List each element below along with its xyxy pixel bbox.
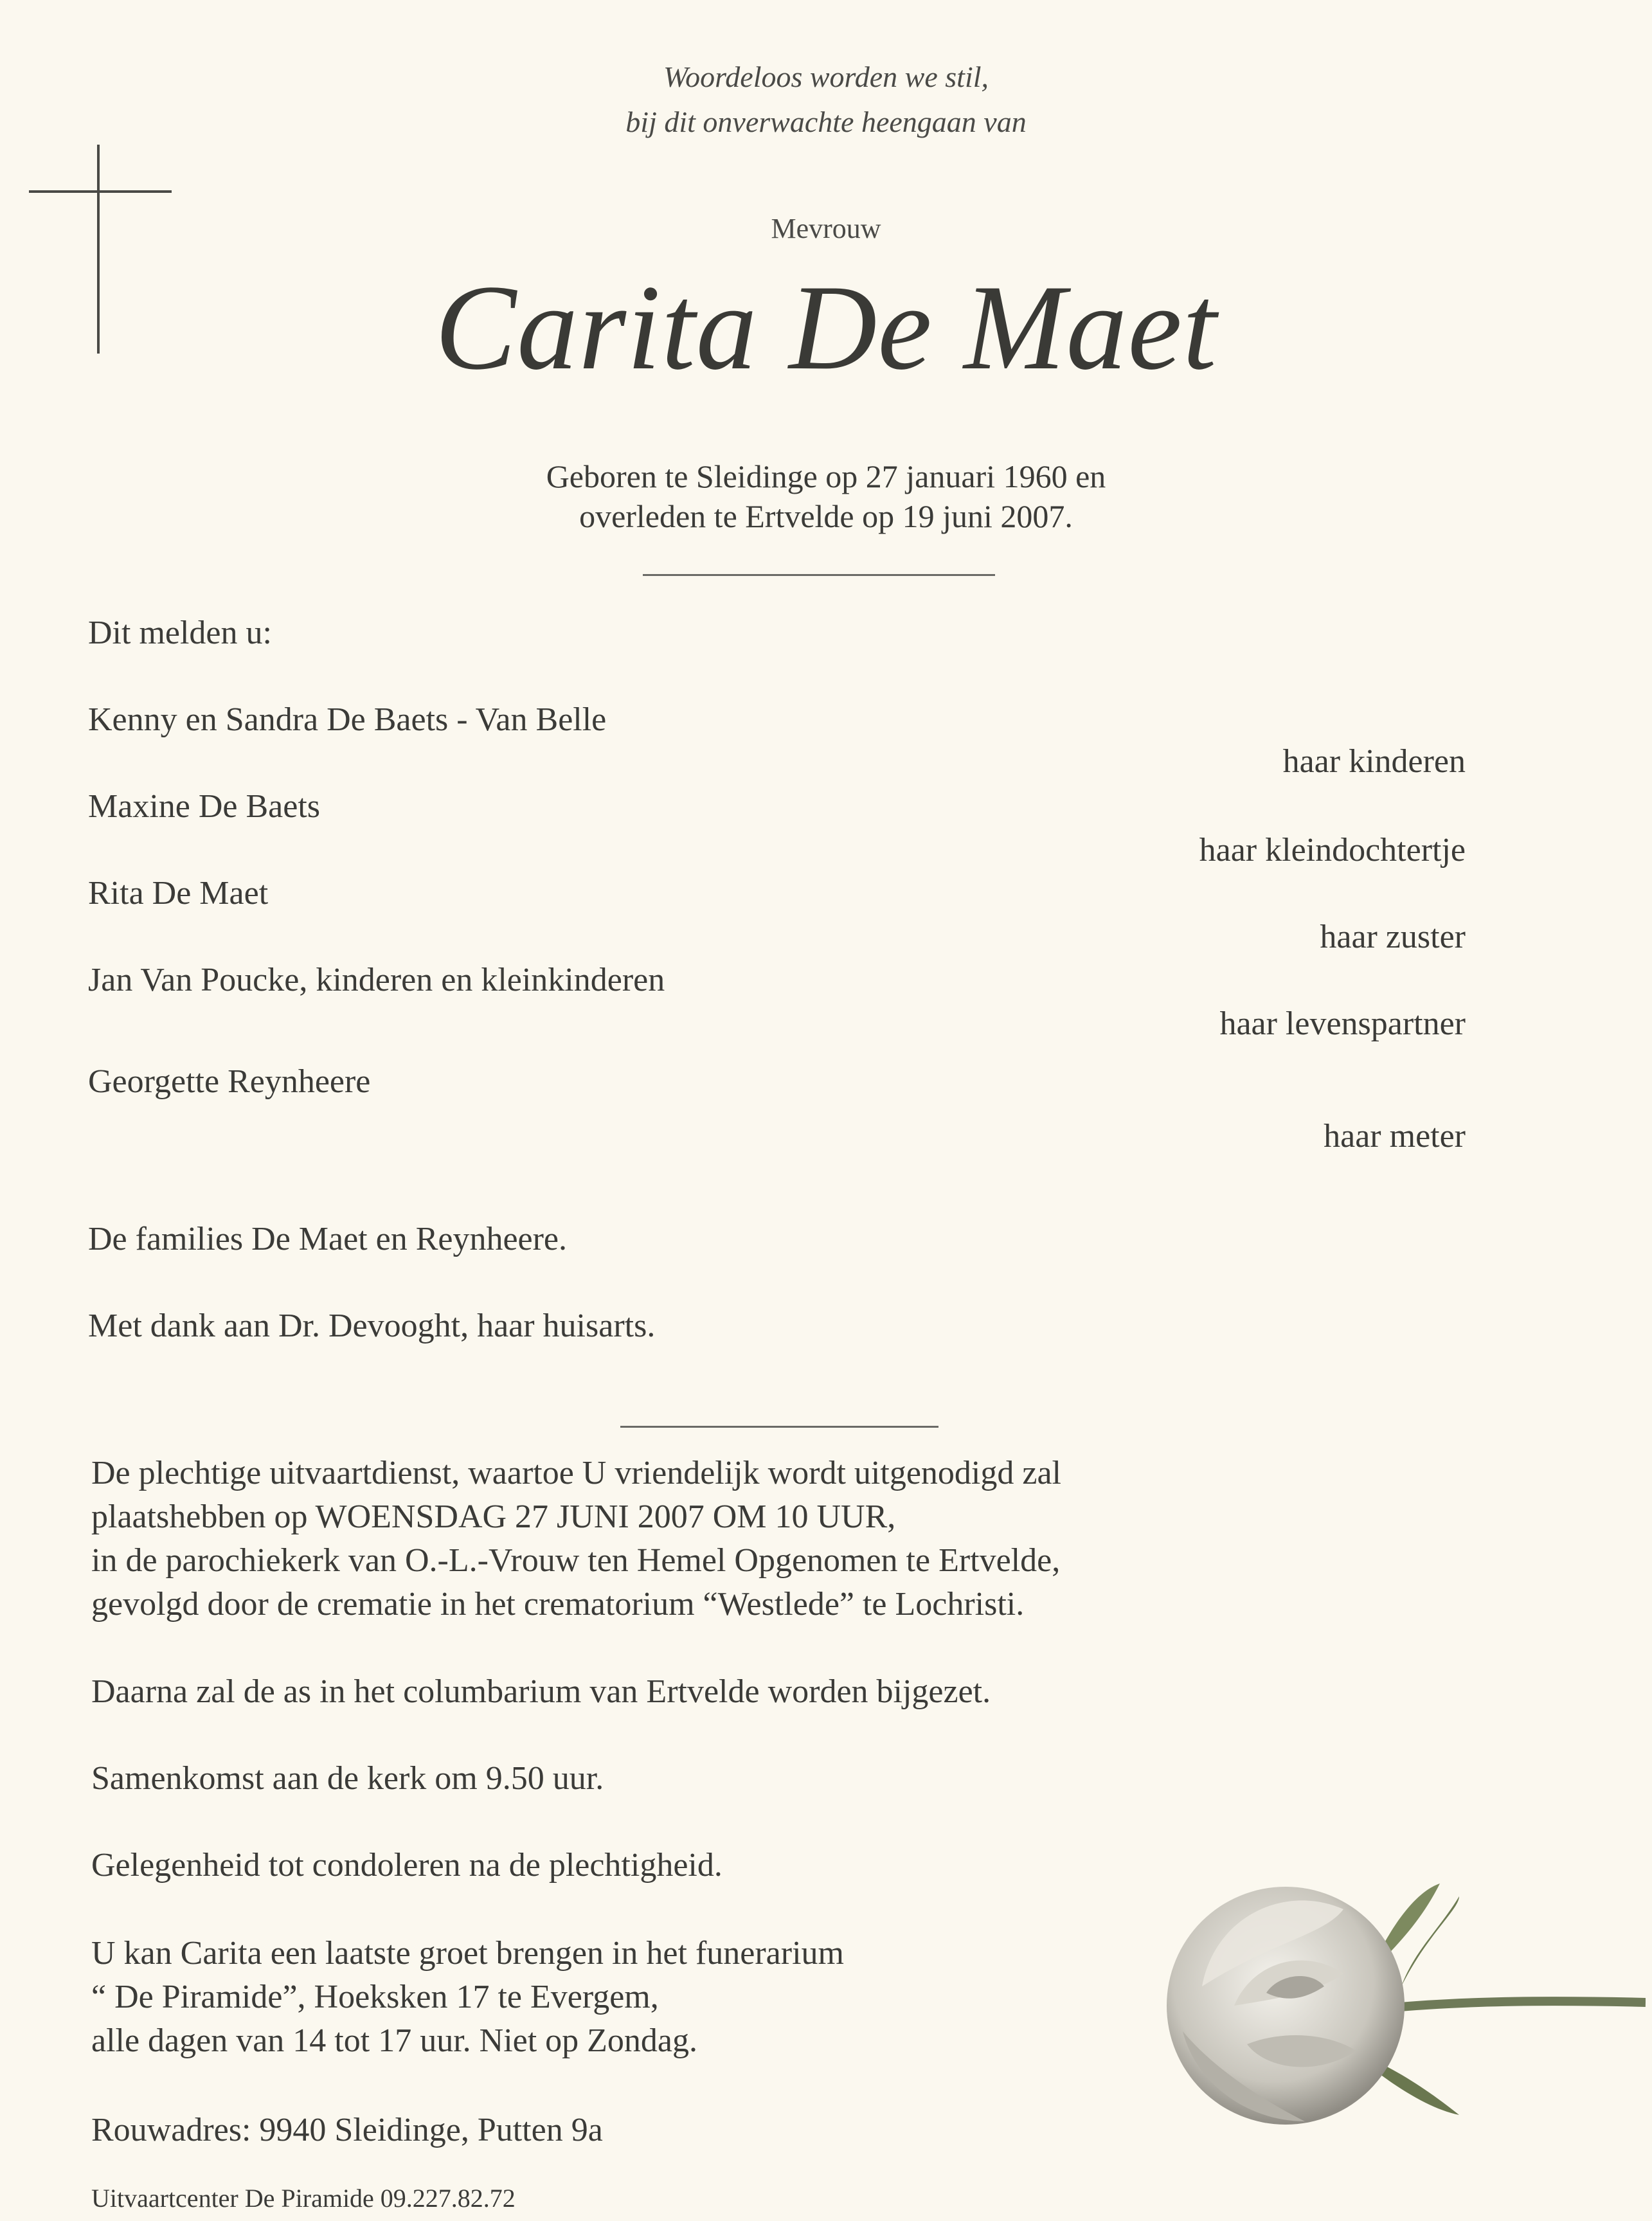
visit-line-3: alle dagen van 14 tot 17 uur. Niet op Zondag. [91,2022,698,2059]
thanks-text: Met dank aan Dr. Devooght, haar huisarts. [88,1308,656,1344]
visit-line-1: U kan Carita een laatste groet brengen in het funerarium [91,1935,844,1972]
intro-line-1: Woordeloos worden we stil, [663,60,989,93]
footer-text: Uitvaartcenter De Piramide 09.227.82.72 [91,2184,516,2213]
relative-relation: haar kleindochtertje [1199,832,1466,868]
relative-relation: haar meter [1324,1118,1466,1155]
families-text: De families De Maet en Reynheere. [88,1221,568,1257]
relative-name: Rita De Maet [88,875,269,912]
cross-horizontal-bar [29,190,172,193]
visit-line-2: “ De Piramide”, Hoeksken 17 te Evergem, [91,1979,659,2015]
announce-text: Dit melden u: [88,615,272,651]
title: Mevrouw [771,213,881,244]
birth-line-1: Geboren te Sleidinge op 27 januari 1960 en [546,458,1106,494]
rose-image [1157,1839,1646,2147]
divider-2 [620,1426,938,1428]
gathering-text: Samenkomst aan de kerk om 9.50 uur. [91,1760,604,1797]
relative-name: Georgette Reynheere [88,1063,371,1100]
relative-relation: haar zuster [1320,919,1466,955]
relative-name: Jan Van Poucke, kinderen en kleinkinderen [88,962,665,998]
relative-name: Maxine De Baets [88,788,321,825]
relative-relation: haar kinderen [1282,743,1466,780]
intro-line-2: bij dit onverwachte heengaan van [625,105,1027,138]
service-line-1: De plechtige uitvaartdienst, waartoe U vriendelijk wordt uitgenodigd zal [91,1455,1061,1491]
service-line-2-prefix: plaatshebben op [91,1498,316,1535]
condolences-text: Gelegenheid tot condoleren na de plechtigheid. [91,1847,723,1884]
service-line-4: gevolgd door de crematie in het crematorium “Westlede” te Lochristi. [91,1586,1025,1623]
service-line-3: in de parochiekerk van O.-L.-Vrouw ten Hemel Opgenomen te Ertvelde, [91,1542,1061,1579]
relative-relation: haar levenspartner [1219,1005,1466,1042]
divider-1 [643,574,995,576]
address-text: Rouwadres: 9940 Sleidinge, Putten 9a [91,2112,603,2148]
service-line-2 [91,1495,895,1539]
relative-name: Kenny en Sandra De Baets - Van Belle [88,701,607,738]
deceased-name: Carita De Maet [435,260,1217,395]
columbarium-text: Daarna zal de as in het columbarium van Ertvelde worden bijgezet. [91,1673,991,1710]
service-date: WOENSDAG 27 JUNI 2007 OM 10 UUR, [315,1498,896,1535]
birth-line-2: overleden te Ertvelde op 19 juni 2007. [579,498,1073,534]
